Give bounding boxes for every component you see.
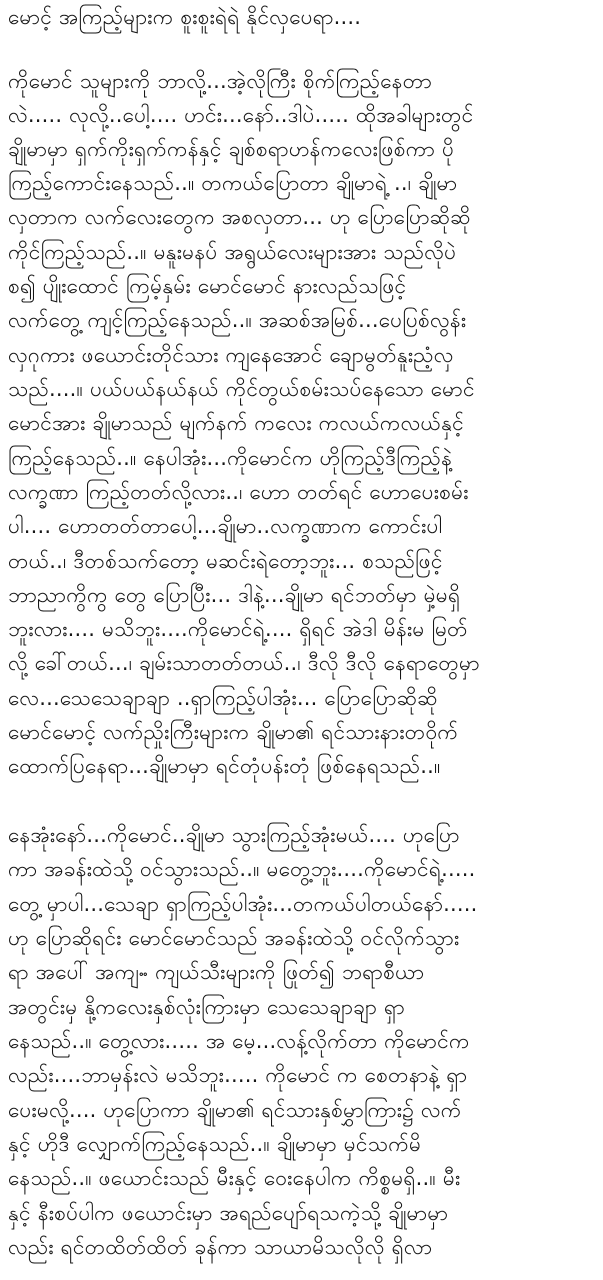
text-line: ဘူးလား.... မသိဘူး....ကိုမောင်ရဲ့.... ရှိရင် အဲဒါ မိန်းမ မြတ် bbox=[8, 617, 468, 641]
text-line: မောင်မောင့် လက်ညှိုးကြီးများက ချိုမာ၏ ရင်သားနားတဝိုက် bbox=[8, 720, 459, 744]
text-line: ချိုမာမှာ ရှက်ကိုးရှက်ကန်နှင့် ချစ်စရာဟန်ကလေးဖြစ်ကာ ပို bbox=[8, 137, 455, 161]
text-line: နှင့် ဟိုဒီ လျှောက်ကြည့်နေသည်..။ ချိုမာမှာ မှင်သက်မိ bbox=[8, 1132, 422, 1156]
text-line: ဟု ပြောဆိုရင်း မောင်မောင်သည် အခန်းထဲသို့ ဝင်လိုက်သွား bbox=[8, 926, 460, 950]
text-line bbox=[8, 36, 603, 70]
text-line: လဲ..... လုလို့..ပေါ့.... ဟင်း...နော်..ဒါပဲ..... ထိုအခါများတွင် bbox=[8, 103, 474, 127]
text-line: လက္ခဏာ ကြည့်တတ်လို့လား..၊ ဟော တတ်ရင် ဟောပေးစမ်း bbox=[8, 480, 469, 504]
text-line: နေအုံးနော်...ကိုမောင်..ချိုမာ သွားကြည့်အုံးမယ်.... ဟုပြော bbox=[8, 823, 460, 847]
text-line: မောင်အား ချိုမာသည် မျက်နက် ကလေး ကလယ်ကလယ်နှင့် bbox=[8, 411, 465, 435]
text-line: ကိုင်ကြည့်သည်..။ မနူးမနပ် အရွယ်လေးများအား သည်လိုပဲ bbox=[8, 240, 457, 264]
text-line: သည်....။ ပယ်ပယ်နယ်နယ် ကိုင်တွယ်စမ်းသပ်နေသော မောင် bbox=[8, 377, 475, 401]
text-line: တွေ့ မှာပါ...သေချာ ရှာကြည့်ပါအုံး...တကယ်ပါတယ်နော်..... bbox=[8, 892, 478, 916]
text-line: နေသည်..။ ဖယောင်းသည် မီးနှင့် ဝေးနေပါက ကိစ္စမရှိ..။ မီး bbox=[8, 1166, 461, 1190]
text-line: လှတာက လက်လေးတွေက အစလှတာ... ဟု ပြောပြောဆိုဆို bbox=[8, 205, 471, 229]
text-line: လည်း....ဘာမှန်းလဲ မသိဘူး..... ကိုမောင် က စေတနာနဲ့ ရှာ bbox=[8, 1063, 468, 1087]
text-line: ပေးမလို့.... ဟုပြောကာ ချိုမာ၏ ရင်သားနှစ်မွှာကြား၌ လက် bbox=[8, 1098, 462, 1122]
text-line: ထောက်ပြနေရာ...ချိုမာမှာ ရင်တုံပန်းတုံ ဖြစ်နေရသည်..။ bbox=[8, 754, 441, 778]
text-line: လို့ ခေါ်တယ်...၊ ချမ်းသာတတ်တယ်..၊ ဒီလို ဒီလို နေရာတွေမှာ bbox=[8, 651, 480, 675]
text-line: လေ...သေသေချာချာ ..ရှာကြည့်ပါအုံး... ပြောပြောဆိုဆို bbox=[8, 686, 438, 710]
text-line: ပါ.... ဟောတတ်တာပေါ့...ချိုမာ..လက္ခဏာက ကောင်းပါ bbox=[8, 514, 443, 538]
text-line: စ၍ ပျိုးထောင် ကြမ့်နှမ်း မောင်မောင် နားလည်သဖြင့် bbox=[8, 274, 407, 298]
text-line: နှင့် နီးစပ်ပါက ဖယောင်းမှာ အရည်ပျော်ရသကဲ့သို့ ချိုမာမှာ bbox=[8, 1201, 449, 1225]
text-line: အတွင်းမှ နို့ကလေးနှစ်လုံးကြားမှာ သေသေချာချာ ရှာ bbox=[8, 995, 405, 1019]
text-line: နေသည်..။ တွေ့လား..... အ မေ့...လန့်လိုက်တာ ကိုမောင်က bbox=[8, 1029, 470, 1053]
text-line bbox=[8, 786, 603, 820]
text-line: ကြည့်နေသည်..။ နေပါအုံး...ကိုမောင်က ဟိုကြည့်ဒီကြည့်နဲ့ bbox=[8, 446, 453, 470]
text-line: တယ်..၊ ဒီတစ်သက်တော့ မဆင်းရဲတော့ဘူး... စသည်ဖြင့် bbox=[8, 549, 443, 573]
text-line: လှဂုကား ဖယောင်းတိုင်သား ကျနေအောင် ချောမွတ်နူးညံ့လှ bbox=[8, 343, 454, 367]
text-line: ကြည့်ကောင်းနေသည်..။ တကယ်ပြောတာ ချိုမာရဲ့ ..၊ ချိုမာ bbox=[8, 171, 458, 195]
text-line: ဘာညာကွိကွ တွေ ပြောပြီး... ဒါနဲ့...ချိုမာ ရင်ဘတ်မှာ မှဲ့မရှိ bbox=[8, 583, 461, 607]
text-line: မောင့် အကြည့်များက စူးစူးရဲရဲ နိုင်လှပေရာ.... bbox=[8, 5, 362, 29]
text-line: လည်း ရင်တထိတ်ထိတ် ခုန်ကာ သာယာမိသလိုလို ရှိလာ bbox=[8, 1235, 433, 1259]
text-line: ကာ အခန်းထဲသို့ ဝင်သွားသည်..။ မတွေ့ဘူး....ကိုမောင်ရဲ့..... bbox=[8, 857, 476, 881]
text-line: ရာ အပေါ် အကျႌ ကျယ်သီးများကို ဖြုတ်၍ ဘရာစီယာ bbox=[8, 960, 425, 984]
text-line: လက်တွေ့ ကျင့်ကြည့်နေသည်..။ အဆစ်အမြစ်...ပေပြစ်လွန်း bbox=[8, 308, 467, 332]
text-line: ကိုမောင် သူများကို ဘာလို့...အဲ့လိုကြီး စိုက်ကြည့်နေတာ bbox=[8, 69, 433, 93]
